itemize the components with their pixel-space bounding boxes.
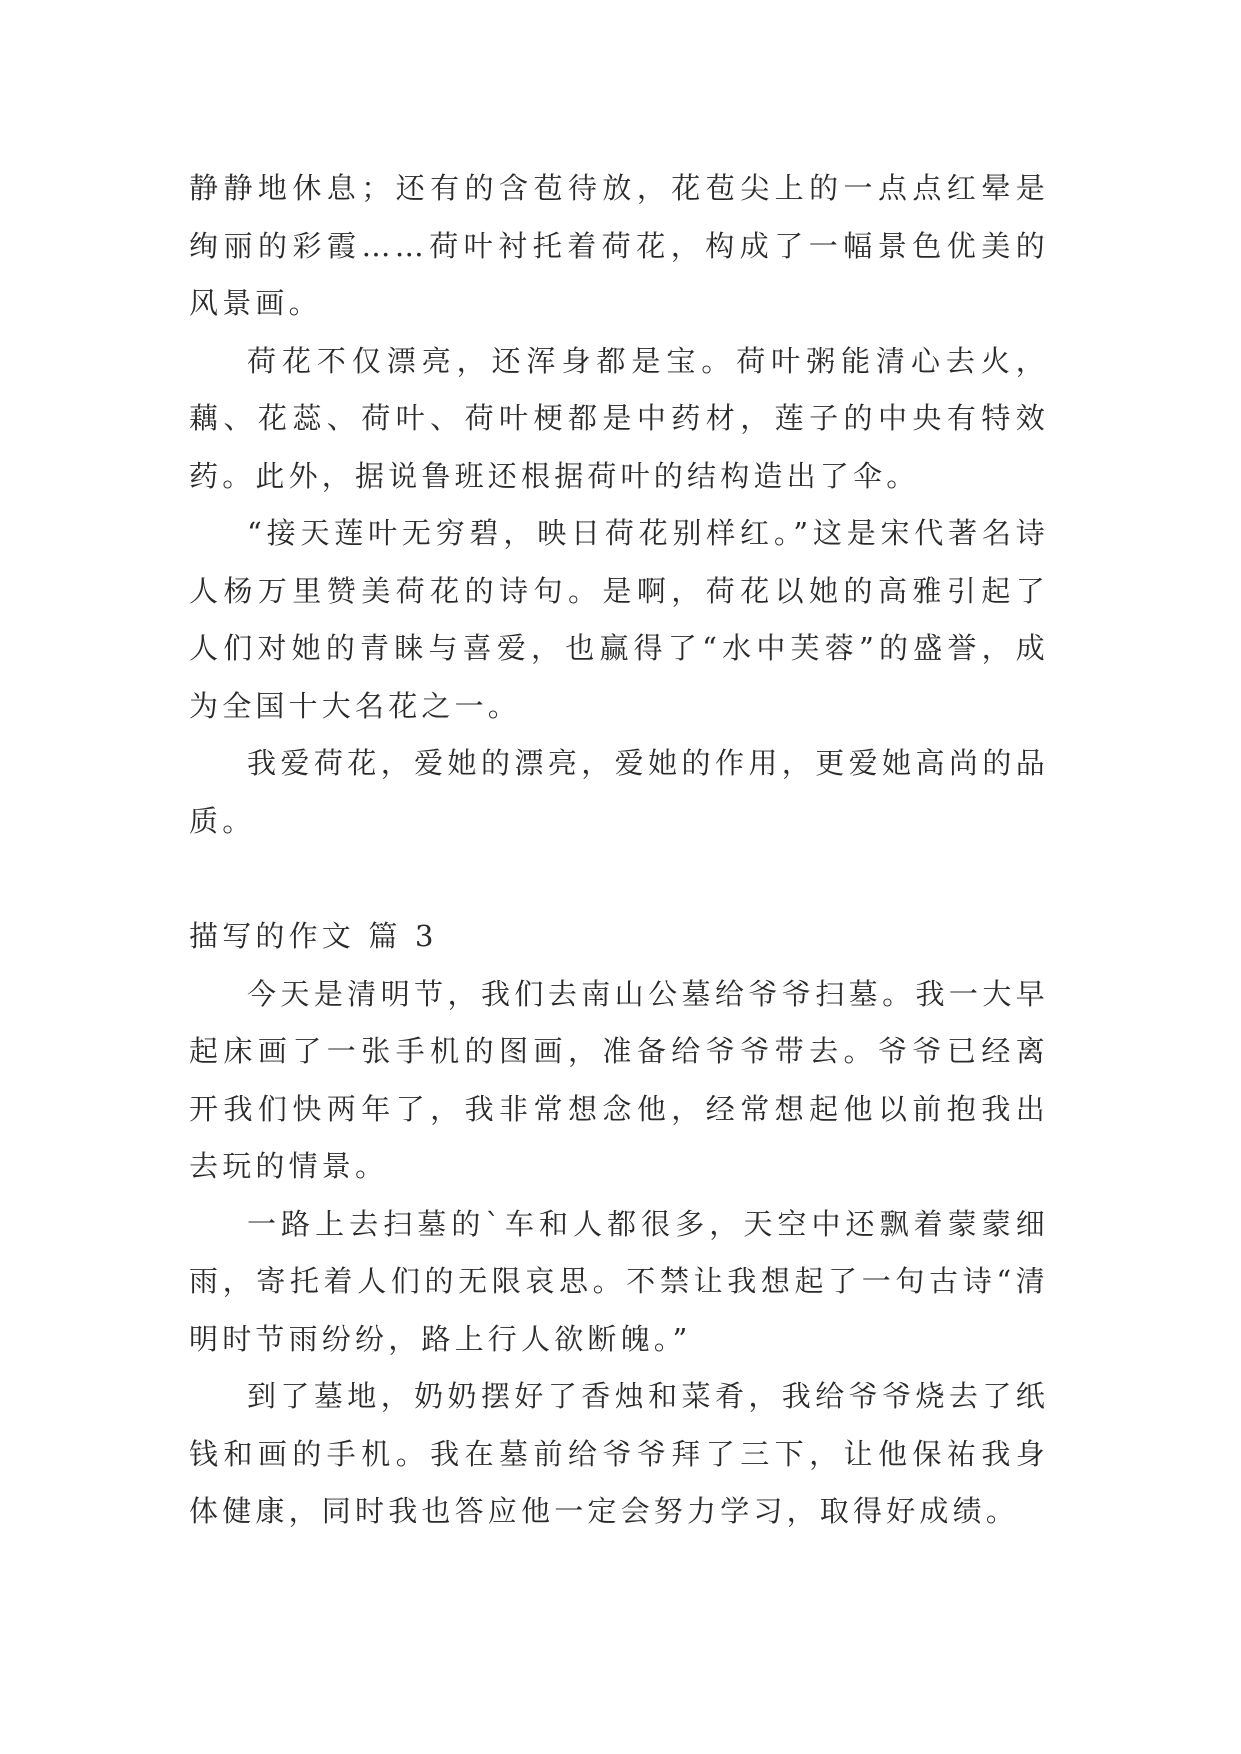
paragraph-on-the-way: 一路上去扫墓的`车和人都很多，天空中还飘着蒙蒙细雨，寄托着人们的无限哀思。不禁让我想起了一句古诗“清明时节雨纷纷，路上行人欲断魄。” — [189, 1206, 1049, 1356]
paragraph-at-grave: 到了墓地，奶奶摆好了香烛和菜肴，我给爷爷烧去了纸钱和画的手机。我在墓前给爷爷拜了三下，让他保祐我身体健康，同时我也答应他一定会努力学习，取得好成绩。 — [189, 1379, 1049, 1528]
paragraph-continuation: 静静地休息；还有的含苞待放，花苞尖上的一点点红晕是绚丽的彩霞……荷叶衬托着荷花，构成了一幅景色优美的风景画。 — [189, 171, 1049, 320]
paragraph-lotus-treasure: 荷花不仅漂亮，还浑身都是宝。荷叶粥能清心去火，藕、花蕊、荷叶、荷叶梗都是中药材，莲子的中央有特效药。此外，据说鲁班还根据荷叶的结构造出了伞。 — [189, 343, 1049, 493]
paragraph-poem-quote: “接天莲叶无穷碧，映日荷花别样红。”这是宋代著名诗人杨万里赞美荷花的诗句。是啊，荷花以她的高雅引起了人们对她的青睐与喜爱，也赢得了“水中芙蓉”的盛誉，成为全国十大名花之一。 — [189, 516, 1049, 723]
paragraph-qingming: 今天是清明节，我们去南山公墓给爷爷扫墓。我一大早起床画了一张手机的图画，准备给爷爷带去。爷爷已经离开我们快两年了，我非常想念他，经常想起他以前抱我出去玩的情景。 — [189, 976, 1049, 1183]
section-heading: 描写的作文 篇 3 — [189, 919, 438, 953]
paragraph-love-lotus: 我爱荷花，爱她的漂亮，爱她的作用，更爱她高尚的品质。 — [189, 746, 1049, 838]
document-body — [189, 160, 1049, 1541]
